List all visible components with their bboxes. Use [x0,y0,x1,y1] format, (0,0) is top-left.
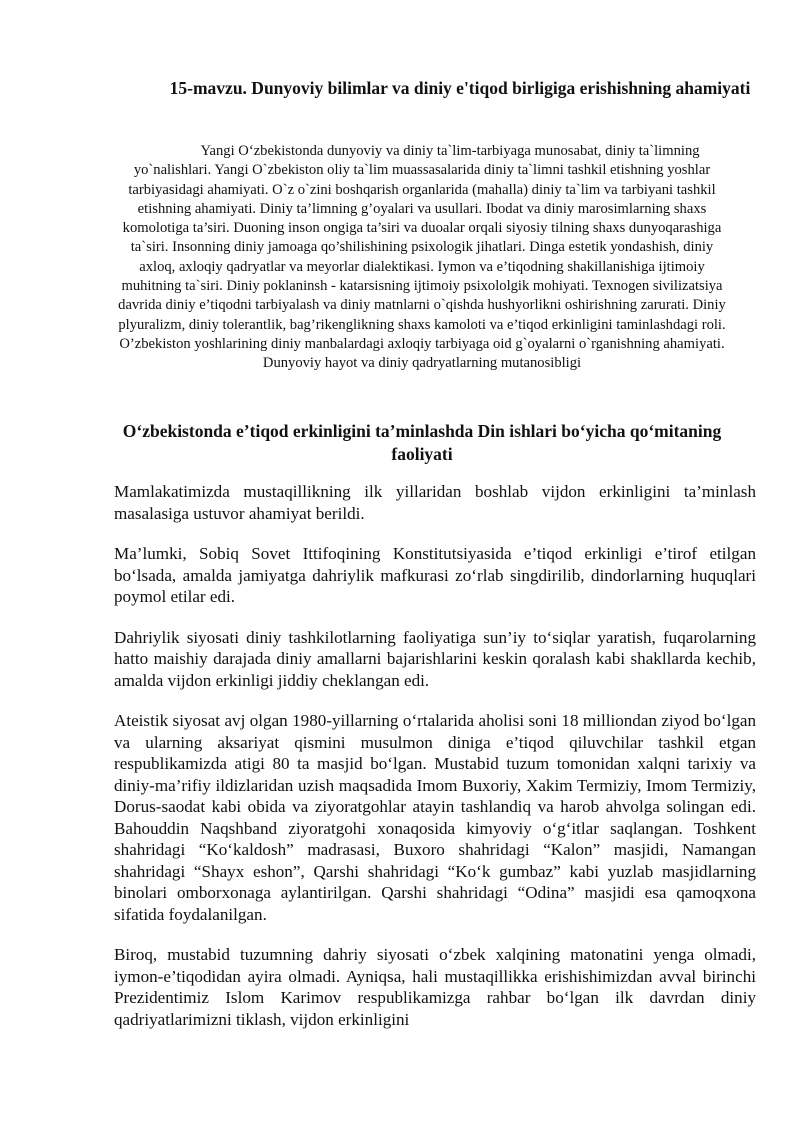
section-title: O‘zbekistonda e’tiqod erkinligini ta’minlashda Din ishlari bo‘yicha qo‘mitaning faoliyati [122,421,722,464]
topic-title: 15-mavzu. Dunyoviy bilimlar va diniy e'tiqod birligiga erishishning ahamiyati [169,78,751,98]
paragraph: Dahriylik siyosati diniy tashkilotlarning faoliyatiga sun’iy to‘siqlar yaratish, fuqarolarning hatto maishiy darajada diniy amallarni bajarishlarini keskin qoralash kabi shakllarda kechib, amalda vijdon erkinligi jiddiy cheklangan edi. [114,627,756,690]
body-text [114,481,756,1049]
paragraph: Mamlakatimizda mustaqillikning ilk yillaridan boshlab vijdon erkinligini ta’minlash masalasiga ustuvor ahamiyat berildi. [114,482,756,523]
paragraph: Ma’lumki, Sobiq Sovet Ittifoqining Konstitutsiyasida e’tiqod erkinligi e’tirof etilgan bo‘lsada, amalda jamiyatga dahriylik mafkurasi zo‘rlab singdirilib, dindorlarning huquqlari poymol etilar edi. [114,544,756,606]
topic-summary: Yangi O‘zbekistonda dunyoviy va diniy ta`lim-tarbiyaga munosabat, diniy ta`limning yo`nalishlari. Yangi O`zbekiston oliy ta`lim muassasalarida diniy ta`limni tashkil etishning yoshlar tarbiyasidagi ahamiyati. O`z o`zini boshqarish organlarida (mahalla) diniy ta`lim va tarbiyani tashkil etishning ahamiyati. Diniy ta’limning g’oyalari va usullari. Ibodat va diniy marosimlarning shaxs komolotiga ta’siri. Duoning inson ongiga ta’siri va duoalar orqali siyosiy tilning shaxs dunyoqarashiga ta`siri. Insonning diniy jamoaga qo’shilishining psixologik jihatlari. Dinga estetik yondashish, diniy axloq, axloqiy qadryatlar va meyorlar dialektikasi. Iymon va e’tiqodning shakillanishiga ijtimoiy muhitning ta`siri. Diniy poklaninsh - katarsisning ijtimoiy psixololgik mohiyati. Texnogen sivilizatsiya davrida diniy e’tiqodni tarbiyalash va diniy matnlarni o`qishda hushyorlikni oshirishning zarurati. Diniy plyuralizm, diniy tolerantlik, bag’rikenglikning shaxs kamoloti va e’tiqod erkinligini taminlashdagi roli. O’zbekiston yoshlarining diniy manbalardagi axloqiy tarbiyaga oid g`oyalarni o`rganishning ahamiyati. Dunyoviy hayot va diniy qadryatlarning mutanosibligi [118,143,726,372]
paragraph: Ateistik siyosat avj olgan 1980-yillarning o‘rtalarida aholisi soni 18 milliondan ziyod bo‘lgan va ularning aksariyat qismini musulmon diniga e’tiqod qiluvchilar tashkil etgan respublikamizda atigi 80 ta masjid bo‘lgan. Mustabid tuzum tomonidan xalqni tarixiy va diniy-ma’rifiy ildizlaridan uzish maqsadida Imom Buxoriy, Xakim Termiziy, Imom Termiziy, Dorus-saodat kabi obida va ziyoratgohlar atayin tashlandiq va harob ahvolga solingan edi. Bahouddin Naqshband ziyoratgohi xonaqosida kimyoviy o‘g‘itlar saqlangan. Toshkent shahridagi “Ko‘kaldosh” madrasasi, Buxoro shahridagi “Kalon” masjidi, Namangan shahridagi “Shayx eshon”, Qarshi shahridagi “Ko‘k gumbaz” kabi yuzlab masjidlarning binolari omborxonaga aylantirilgan. Qarshi shahridagi “Odina” masjidi esa qamoqxona sifatida foydalanilgan. [114,711,756,924]
paragraph: Biroq, mustabid tuzumning dahriy siyosati o‘zbek xalqining matonatini yenga olmadi, iymon-e’tiqodidan ayira olmadi. Ayniqsa, hali mustaqillikka erishishimizdan avval birinchi Prezidentimiz Islom Karimov respublikamizga rahbar bo‘lgan ilk davrdan diniy qadriyatlarimizni tiklash, vijdon erkinligini [114,945,756,1029]
